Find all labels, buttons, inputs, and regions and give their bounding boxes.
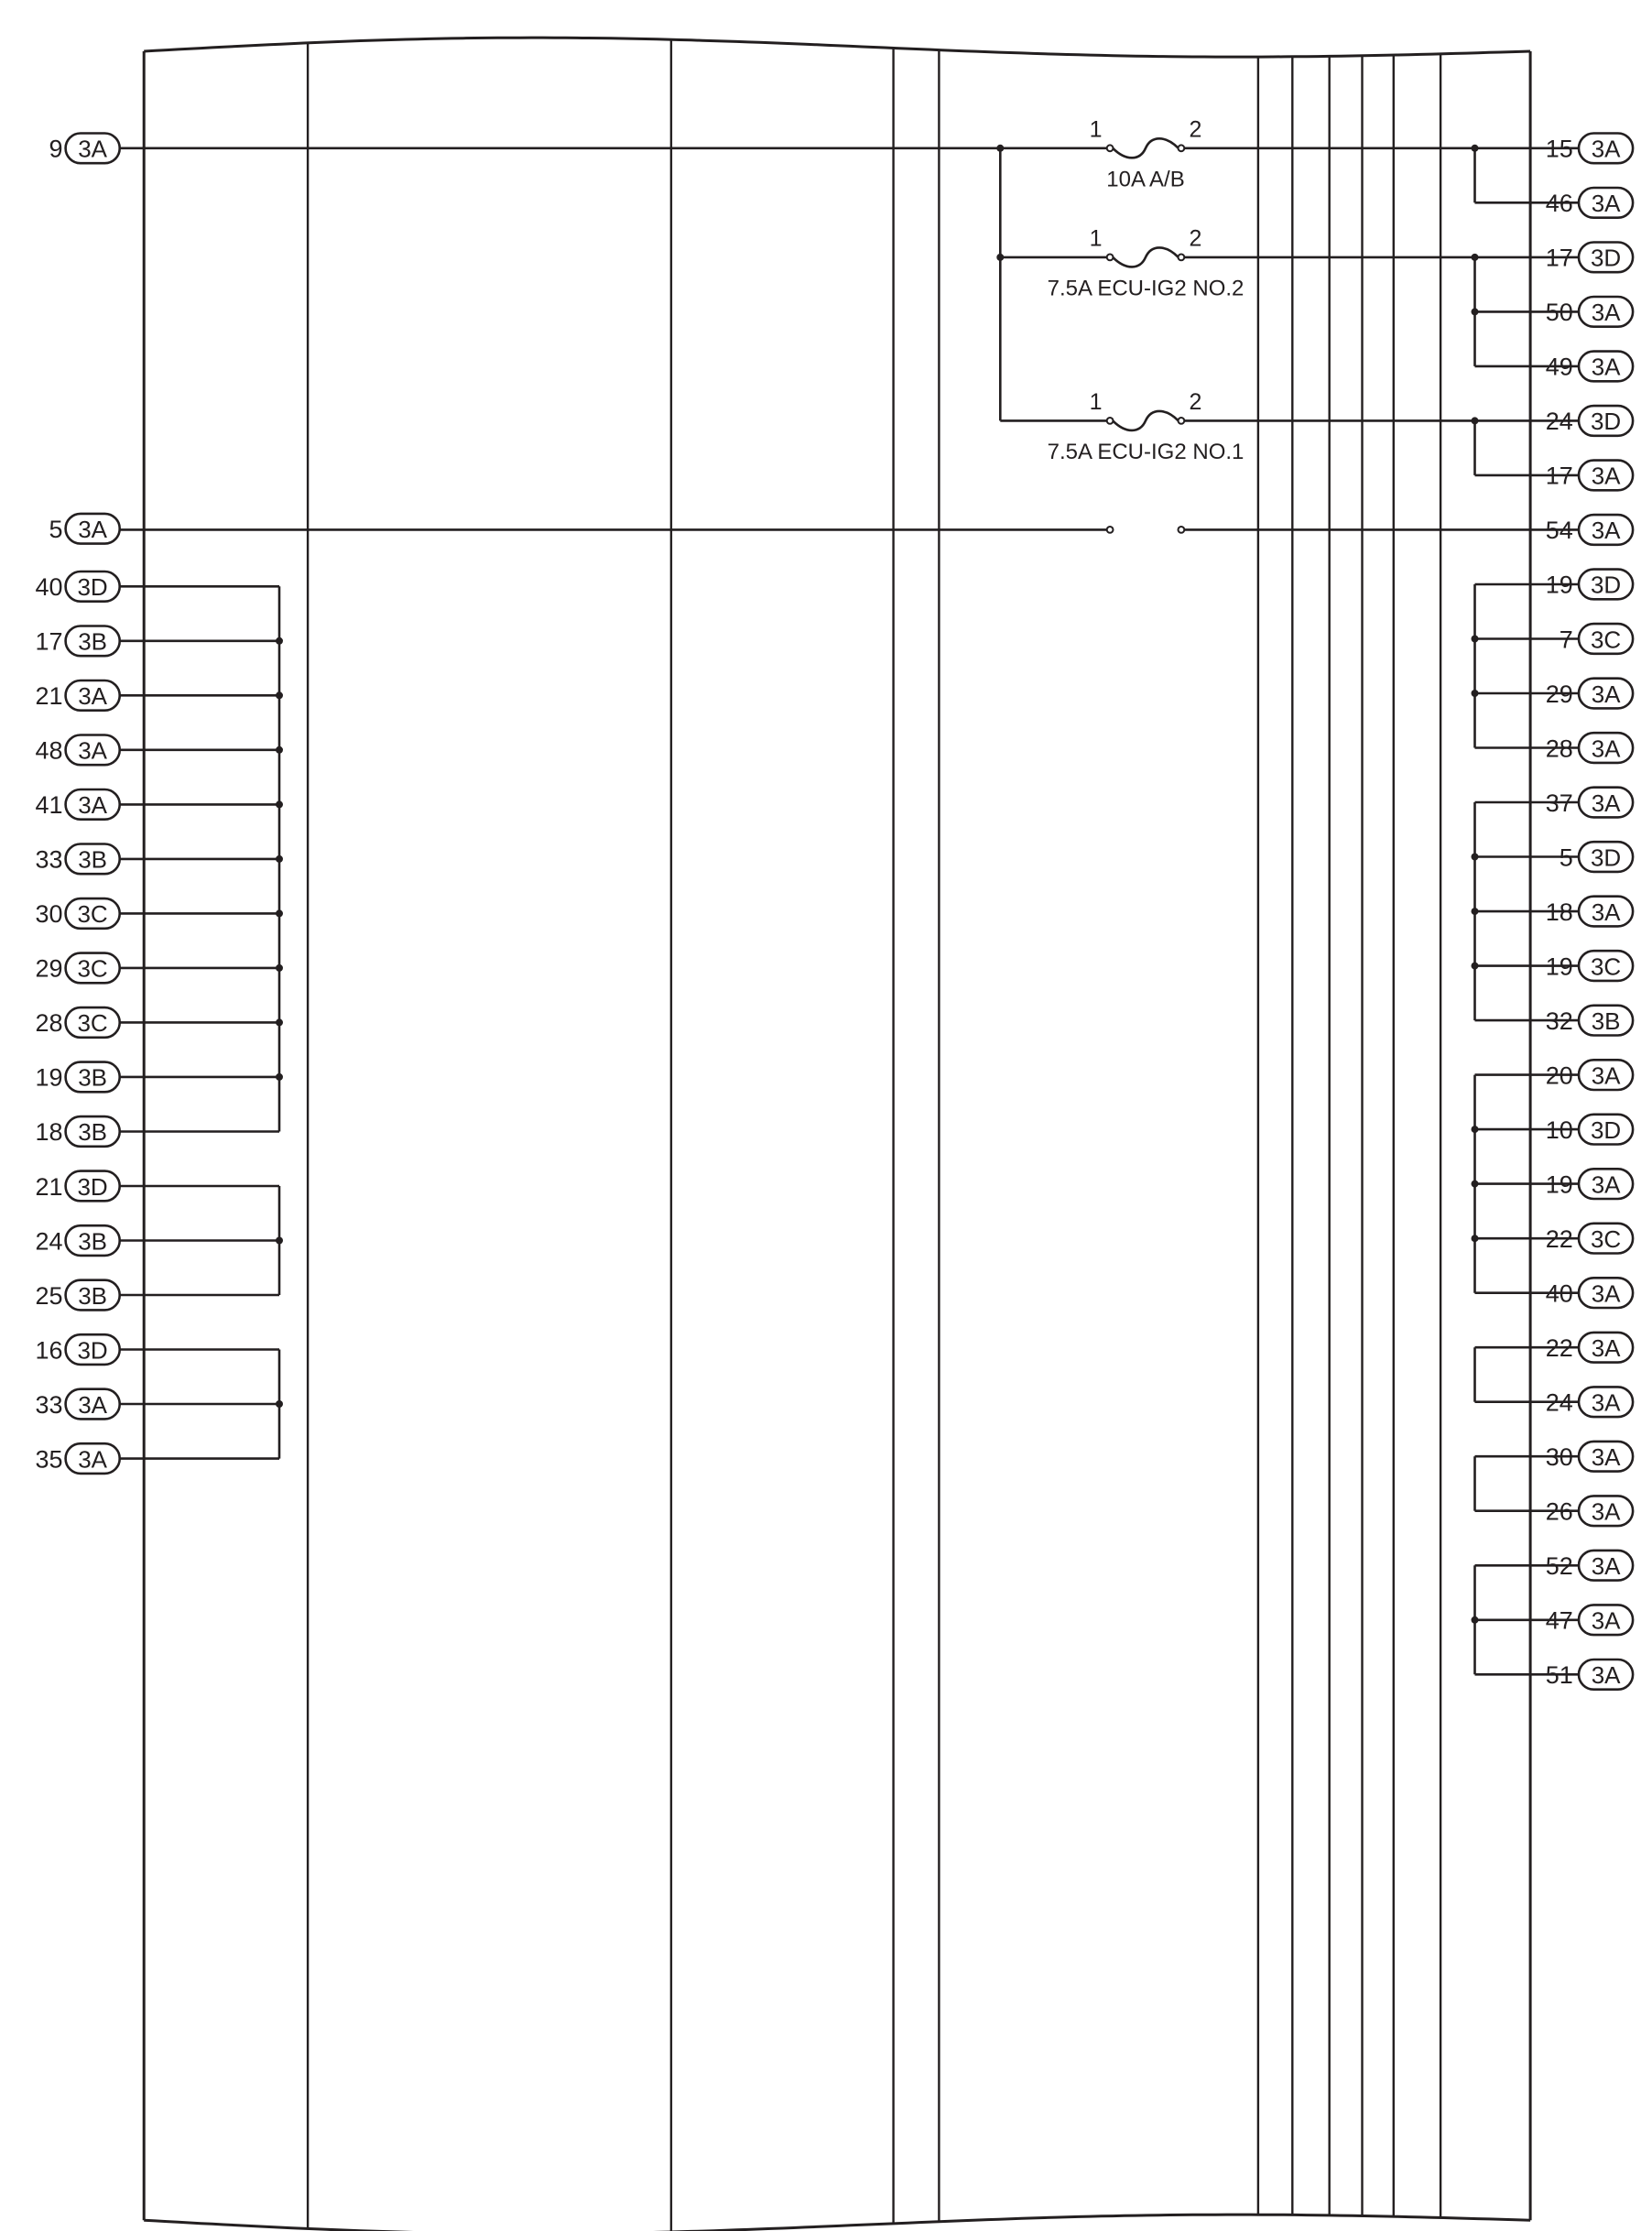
pin-number: 26 bbox=[1545, 1497, 1573, 1526]
pin-number: 22 bbox=[1545, 1224, 1573, 1253]
right-terminal bbox=[1546, 788, 1633, 818]
connector-code: 3D bbox=[1590, 1116, 1622, 1144]
connector-code: 3D bbox=[1590, 244, 1622, 272]
connector-code: 3C bbox=[1590, 952, 1622, 981]
splice-dot bbox=[1472, 690, 1479, 697]
connector-code: 3A bbox=[78, 135, 108, 163]
right-terminal bbox=[1546, 515, 1633, 545]
left-terminal bbox=[35, 789, 119, 820]
right-terminal bbox=[1546, 188, 1633, 218]
switch-contact bbox=[1179, 145, 1185, 151]
left-terminal bbox=[35, 735, 119, 766]
left-terminal bbox=[49, 134, 119, 164]
left-terminal bbox=[35, 1007, 119, 1038]
left-terminal bbox=[35, 1334, 119, 1365]
fuse-pin-out: 2 bbox=[1189, 225, 1202, 252]
connector-code: 3A bbox=[1591, 517, 1621, 545]
left-terminal bbox=[35, 1225, 119, 1256]
pin-number: 29 bbox=[35, 954, 63, 983]
left-terminal bbox=[35, 1171, 119, 1202]
pin-number: 46 bbox=[1545, 190, 1573, 218]
pin-number: 24 bbox=[1545, 408, 1573, 436]
fuse-label: 10A A/B bbox=[1106, 167, 1185, 192]
right-terminal bbox=[1546, 1442, 1633, 1472]
fuse bbox=[1090, 117, 1202, 192]
right-terminal bbox=[1546, 570, 1633, 600]
right-terminal bbox=[1546, 461, 1633, 491]
splice-dot bbox=[1472, 308, 1479, 315]
right-terminal bbox=[1546, 297, 1633, 327]
connector-code: 3A bbox=[1591, 1388, 1621, 1417]
pin-number: 18 bbox=[35, 1118, 63, 1147]
pin-number: 5 bbox=[49, 516, 63, 544]
pin-number: 19 bbox=[35, 1063, 63, 1092]
pin-number: 48 bbox=[35, 736, 63, 765]
left-terminal bbox=[35, 898, 119, 929]
connector-code: 3D bbox=[77, 1336, 108, 1365]
right-terminal bbox=[1546, 1060, 1633, 1090]
pin-number: 47 bbox=[1545, 1606, 1573, 1635]
connector-code: 3D bbox=[1590, 843, 1622, 872]
pin-number: 40 bbox=[1545, 1279, 1573, 1308]
connector-code: 3B bbox=[78, 627, 108, 656]
pin-number: 17 bbox=[1545, 244, 1573, 272]
pin-number: 30 bbox=[35, 900, 63, 929]
pin-number: 30 bbox=[1545, 1443, 1573, 1471]
right-terminal bbox=[1546, 951, 1633, 981]
wire-layer bbox=[120, 145, 1579, 1675]
left-terminal bbox=[35, 571, 119, 602]
right-terminal bbox=[1546, 134, 1633, 164]
right-terminal bbox=[1546, 897, 1633, 927]
pin-number: 41 bbox=[35, 791, 63, 820]
connector-code: 3C bbox=[1590, 1224, 1622, 1253]
connector-code: 3D bbox=[1590, 571, 1622, 599]
pin-number: 10 bbox=[1545, 1116, 1573, 1144]
connector-code: 3A bbox=[1591, 1061, 1621, 1090]
splice-dot bbox=[1472, 1126, 1479, 1133]
splice-dot bbox=[1472, 963, 1479, 970]
connector-code: 3A bbox=[1591, 1661, 1621, 1690]
right-terminal bbox=[1546, 243, 1633, 273]
pin-number: 17 bbox=[35, 627, 63, 656]
right-terminal-column bbox=[1546, 134, 1633, 1690]
connector-code: 3B bbox=[78, 1227, 108, 1256]
switch-contact bbox=[1179, 255, 1185, 261]
splice-dot bbox=[1472, 145, 1479, 152]
fuse-pin-in: 1 bbox=[1089, 225, 1103, 252]
connector-code: 3A bbox=[1591, 1497, 1621, 1526]
connector-code: 3B bbox=[78, 1063, 108, 1092]
pin-number: 19 bbox=[1545, 1170, 1573, 1199]
switch-contact bbox=[1179, 527, 1185, 533]
left-terminal bbox=[35, 1443, 119, 1474]
right-terminal bbox=[1546, 1224, 1633, 1254]
pin-number: 5 bbox=[1559, 843, 1573, 872]
right-terminal bbox=[1546, 1115, 1633, 1145]
fuse-pin-in: 1 bbox=[1089, 116, 1103, 143]
right-terminal bbox=[1546, 1605, 1633, 1635]
connector-code: 3B bbox=[78, 845, 108, 874]
left-terminal bbox=[49, 514, 119, 544]
connector-code: 3A bbox=[1591, 1279, 1621, 1308]
fuse-layer bbox=[1048, 117, 1244, 533]
pin-number: 32 bbox=[1545, 1007, 1573, 1035]
pin-number: 51 bbox=[1545, 1661, 1573, 1690]
pin-number: 33 bbox=[35, 845, 63, 874]
frame-top-edge bbox=[144, 38, 1530, 57]
pin-number: 28 bbox=[35, 1009, 63, 1038]
fuse-element bbox=[1113, 411, 1179, 430]
pin-number: 17 bbox=[1545, 462, 1573, 490]
pin-number: 18 bbox=[1545, 898, 1573, 926]
right-terminal bbox=[1546, 733, 1633, 763]
pin-number: 33 bbox=[35, 1390, 63, 1419]
pin-number: 25 bbox=[35, 1281, 63, 1310]
frame-bottom-edge bbox=[144, 2215, 1530, 2231]
splice-dot bbox=[1472, 854, 1479, 861]
right-terminal bbox=[1546, 1278, 1633, 1308]
connector-code: 3A bbox=[1591, 1606, 1621, 1635]
right-terminal bbox=[1546, 1551, 1633, 1581]
pin-number: 35 bbox=[35, 1445, 63, 1474]
fuse-label: 7.5A ECU-IG2 NO.1 bbox=[1047, 440, 1244, 465]
connector-code: 3C bbox=[77, 1009, 108, 1038]
connector-code: 3A bbox=[1591, 1552, 1621, 1580]
connector-code: 3C bbox=[77, 954, 108, 983]
right-terminal bbox=[1546, 1496, 1633, 1526]
switch-contact bbox=[1107, 255, 1114, 261]
connector-code: 3A bbox=[1591, 353, 1621, 381]
connector-code: 3A bbox=[1591, 1334, 1621, 1362]
pin-number: 20 bbox=[1545, 1061, 1573, 1090]
connector-code: 3D bbox=[77, 573, 108, 602]
connector-code: 3A bbox=[78, 1390, 108, 1419]
pin-number: 50 bbox=[1545, 299, 1573, 327]
right-terminal bbox=[1546, 1006, 1633, 1036]
pin-number: 24 bbox=[1545, 1388, 1573, 1417]
pin-number: 21 bbox=[35, 682, 63, 711]
switch-contact bbox=[1107, 418, 1114, 424]
fuse bbox=[1048, 226, 1244, 301]
switch-contact bbox=[1107, 145, 1114, 151]
left-terminal bbox=[35, 953, 119, 984]
splice-dot bbox=[1472, 908, 1479, 915]
left-terminal bbox=[35, 1389, 119, 1420]
pin-number: 7 bbox=[1559, 626, 1573, 654]
pin-number: 52 bbox=[1545, 1552, 1573, 1580]
right-terminal bbox=[1546, 1333, 1633, 1363]
connector-code: 3A bbox=[1591, 190, 1621, 218]
pin-number: 28 bbox=[1545, 735, 1573, 763]
connector-code: 3A bbox=[1591, 1443, 1621, 1471]
pin-number: 29 bbox=[1545, 680, 1573, 708]
connector-code: 3A bbox=[78, 1445, 108, 1474]
switch-contact bbox=[1107, 527, 1114, 533]
fuse-element bbox=[1113, 138, 1179, 158]
pin-number: 24 bbox=[35, 1227, 63, 1256]
left-terminal-column bbox=[35, 134, 119, 1474]
connector-code: 3A bbox=[78, 682, 108, 711]
left-terminal bbox=[35, 680, 119, 711]
connector-code: 3A bbox=[78, 736, 108, 765]
left-terminal bbox=[35, 626, 119, 657]
right-terminal bbox=[1546, 406, 1633, 436]
splice-dot bbox=[1472, 636, 1479, 643]
right-terminal bbox=[1560, 842, 1633, 872]
pin-number: 19 bbox=[1545, 571, 1573, 599]
splice-dot bbox=[1472, 1235, 1479, 1242]
connector-code: 3A bbox=[1591, 789, 1621, 817]
splice-dot bbox=[1472, 1181, 1479, 1188]
pin-number: 40 bbox=[35, 573, 63, 602]
connector-code: 3A bbox=[78, 791, 108, 820]
connector-code: 3B bbox=[78, 1281, 108, 1310]
connector-code: 3B bbox=[78, 1118, 108, 1147]
connector-code: 3A bbox=[78, 516, 108, 544]
connector-code: 3C bbox=[77, 900, 108, 929]
switch-contact bbox=[1179, 418, 1185, 424]
pin-number: 49 bbox=[1545, 353, 1573, 381]
fuse bbox=[1048, 389, 1244, 464]
connector-code: 3B bbox=[1591, 1007, 1621, 1035]
open-switch bbox=[1107, 527, 1185, 533]
fuse-element bbox=[1113, 247, 1179, 267]
connector-code: 3A bbox=[1591, 898, 1621, 926]
right-terminal bbox=[1546, 679, 1633, 709]
connector-code: 3D bbox=[77, 1172, 108, 1201]
pin-number: 22 bbox=[1545, 1334, 1573, 1362]
left-terminal bbox=[35, 1116, 119, 1147]
fuse-pin-out: 2 bbox=[1189, 389, 1202, 416]
connector-code: 3D bbox=[1590, 408, 1622, 436]
right-terminal bbox=[1560, 624, 1633, 654]
pin-number: 37 bbox=[1545, 789, 1573, 817]
right-terminal bbox=[1546, 1660, 1633, 1690]
connector-code: 3A bbox=[1591, 135, 1621, 163]
splice-dot bbox=[1472, 417, 1479, 424]
connector-code: 3A bbox=[1591, 1170, 1621, 1199]
connector-code: 3A bbox=[1591, 680, 1621, 708]
pin-number: 21 bbox=[35, 1172, 63, 1201]
fuse-label: 7.5A ECU-IG2 NO.2 bbox=[1047, 276, 1244, 301]
fuse-pin-in: 1 bbox=[1089, 389, 1103, 416]
splice-dot bbox=[1472, 1616, 1479, 1624]
right-terminal bbox=[1546, 1387, 1633, 1417]
connector-code: 3C bbox=[1590, 626, 1622, 654]
junction-block-frame bbox=[144, 38, 1530, 2231]
splice-dot bbox=[1472, 254, 1479, 261]
left-terminal bbox=[35, 1062, 119, 1093]
pin-number: 54 bbox=[1545, 517, 1573, 545]
right-terminal bbox=[1546, 352, 1633, 382]
pin-number: 9 bbox=[49, 135, 63, 163]
left-terminal bbox=[35, 1280, 119, 1311]
left-terminal bbox=[35, 844, 119, 875]
right-terminal bbox=[1546, 1169, 1633, 1199]
pin-number: 16 bbox=[35, 1336, 63, 1365]
fuse-pin-out: 2 bbox=[1189, 116, 1202, 143]
connector-code: 3A bbox=[1591, 299, 1621, 327]
connector-code: 3A bbox=[1591, 462, 1621, 490]
pin-number: 15 bbox=[1545, 135, 1573, 163]
connector-code: 3A bbox=[1591, 735, 1621, 763]
pin-number: 19 bbox=[1545, 952, 1573, 981]
